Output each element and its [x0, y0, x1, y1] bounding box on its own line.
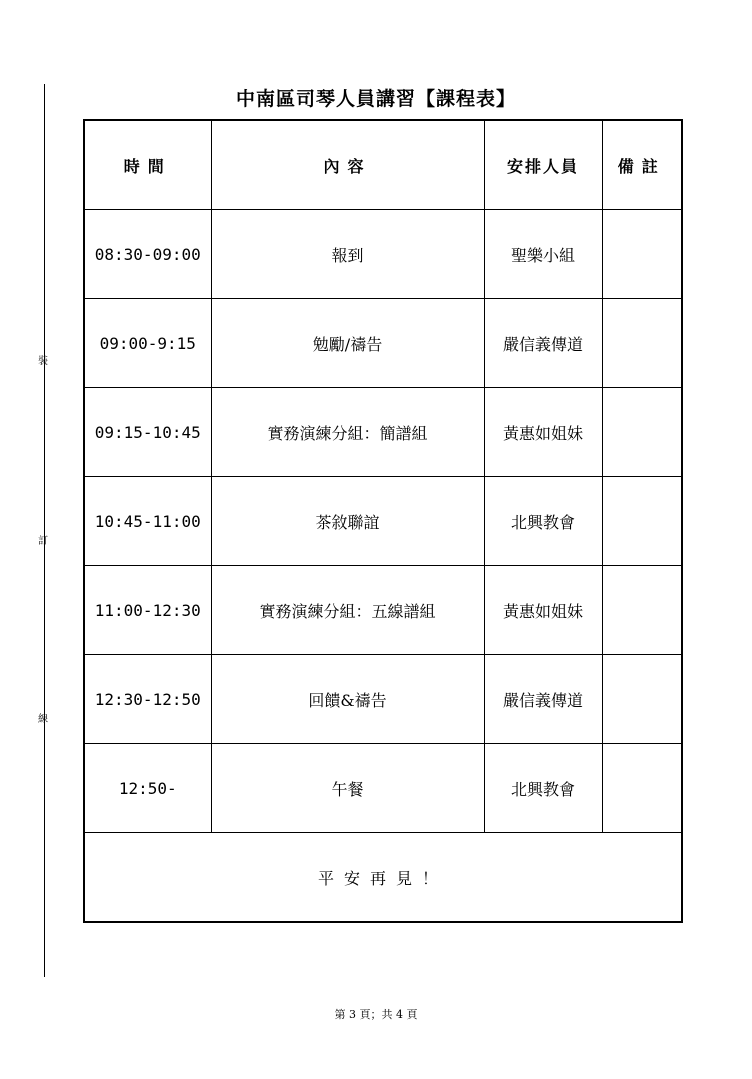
page-title: 中南區司琴人員講習【課程表】: [235, 88, 516, 110]
content-cell: 午餐: [211, 744, 484, 833]
binding-mark-bottom: 線: [38, 714, 48, 725]
table-row: [84, 566, 682, 655]
note-cell: [602, 388, 682, 477]
person-cell: 北興教會: [484, 744, 602, 833]
time-cell: 11:00-12:30: [84, 566, 211, 655]
note-cell: [602, 299, 682, 388]
note-cell: [602, 655, 682, 744]
time-cell: 12:50-: [84, 744, 211, 833]
person-cell: 嚴信義傳道: [484, 299, 602, 388]
time-cell: 10:45-11:00: [84, 477, 211, 566]
time-cell: 08:30-09:00: [84, 210, 211, 299]
table-row: [84, 477, 682, 566]
time-cell: 12:30-12:50: [84, 655, 211, 744]
content-cell: 報到: [211, 210, 484, 299]
note-cell: [602, 744, 682, 833]
content-cell: 茶敘聯誼: [211, 477, 484, 566]
person-cell: 黃惠如姐妹: [484, 388, 602, 477]
table-row: [84, 299, 682, 388]
content-cell: 回饋&禱告: [211, 655, 484, 744]
note-cell: [602, 566, 682, 655]
time-cell: 09:00-9:15: [84, 299, 211, 388]
page-number: 第 3 頁；共 4 頁: [334, 1008, 418, 1021]
farewell-text: 平安再見！: [84, 833, 682, 923]
content-cell: 勉勵/禱告: [211, 299, 484, 388]
note-cell: [602, 477, 682, 566]
table-row: [84, 388, 682, 477]
content-cell: 實務演練分組：簡譜組: [211, 388, 484, 477]
header-note: 備註: [602, 120, 682, 210]
header-time: 時間: [84, 120, 211, 210]
header-person: 安排人員: [484, 120, 602, 210]
table-row: [84, 210, 682, 299]
schedule-table: [83, 119, 683, 923]
time-cell: 09:15-10:45: [84, 388, 211, 477]
person-cell: 聖樂小組: [484, 210, 602, 299]
header-content: 內容: [211, 120, 484, 210]
farewell-row: [84, 833, 682, 923]
content-cell: 實務演練分組：五線譜組: [211, 566, 484, 655]
binding-line: [44, 84, 45, 977]
binding-mark-middle: 訂: [38, 536, 48, 547]
binding-mark-top: 裝: [38, 356, 48, 367]
person-cell: 北興教會: [484, 477, 602, 566]
table-row: [84, 655, 682, 744]
table-header-row: [84, 120, 682, 210]
person-cell: 嚴信義傳道: [484, 655, 602, 744]
note-cell: [602, 210, 682, 299]
table-row: [84, 744, 682, 833]
person-cell: 黃惠如姐妹: [484, 566, 602, 655]
